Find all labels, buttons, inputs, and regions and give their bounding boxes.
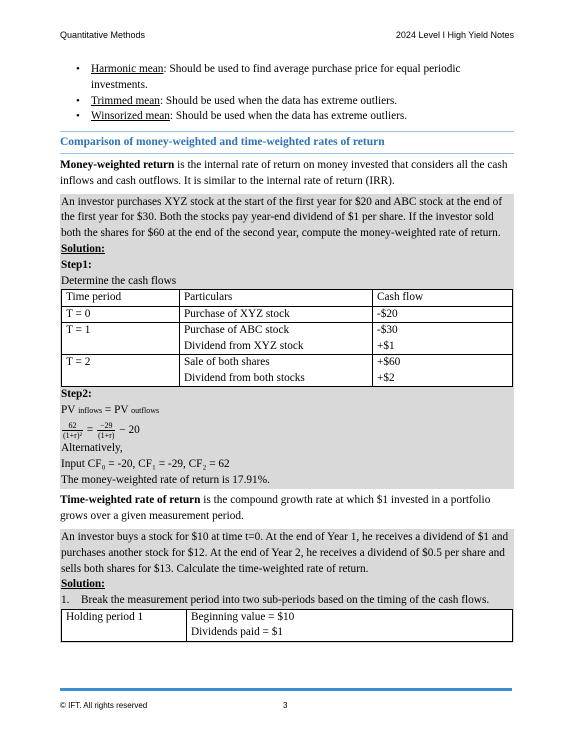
- mean-bullet-list: [60, 62, 514, 125]
- fraction-numerator: 62: [62, 421, 83, 431]
- pv-outflows-sub: outflows: [131, 406, 160, 416]
- bullet-icon: •: [76, 94, 80, 107]
- page-footer: [60, 701, 512, 715]
- example1-question: An investor purchases XYZ stock at the start of the first year for $20 and ABC stock at the end of the first year for $30. Both the stocks pay year-end dividend of $1 per share. If the investor sold both the shares for $60 at the end of the second year, compute the money-weighted rate of return.: [61, 195, 503, 240]
- beginning-value: Beginning value = $10: [191, 610, 295, 623]
- cash-flow-cell: [373, 323, 513, 355]
- alternatively-text: Alternatively,: [61, 441, 123, 454]
- fraction-numerator: −29: [97, 421, 116, 431]
- input-cf-text: Input CF₀ = -20, CF₁ = -29, CF₂ = 62: [61, 457, 230, 470]
- particulars-cell: [180, 355, 373, 387]
- table-row: [62, 323, 513, 355]
- bullet-text: : Should be used when the data has extreme outliers.: [159, 94, 398, 107]
- cash-flow: +$1: [377, 339, 395, 352]
- bullet-text: : Should be used to find average purchase price for equal periodic investments.: [91, 63, 461, 91]
- particular: Purchase of ABC stock: [184, 324, 290, 337]
- section-heading: Comparison of money-weighted and time-weighted rates of return: [60, 131, 514, 154]
- cash-flow-cell: [373, 306, 513, 323]
- footer-divider: [60, 688, 512, 691]
- holding-period-table: [61, 609, 513, 642]
- pv-text: PV: [61, 404, 76, 417]
- period-cell: T = 0: [62, 306, 180, 323]
- step1-label: Step1:: [61, 258, 92, 271]
- dividends-paid: Dividends paid = $1: [191, 626, 284, 639]
- header-title: 2024 Level I High Yield Notes: [395, 30, 514, 40]
- table-row: [62, 355, 513, 387]
- mwr-conclusion: The money-weighted rate of return is 17.91%.: [61, 473, 270, 486]
- particular: Dividend from XYZ stock: [184, 339, 304, 352]
- equals-sign: =: [86, 423, 94, 436]
- bullet-text: : Should be used when the data has extreme outliers.: [169, 110, 408, 123]
- particulars-cell: [180, 306, 373, 323]
- irr-equation: [61, 419, 512, 441]
- holding-period-label: Holding period 1: [62, 609, 187, 641]
- cash-flow: +$2: [377, 371, 395, 384]
- cash-flow: -$30: [377, 324, 398, 337]
- step1-text: Determine the cash flows: [61, 274, 177, 287]
- mwr-term: Money-weighted return: [60, 158, 175, 171]
- table-header-cell: Cash flow: [373, 290, 513, 307]
- particular: Purchase of XYZ stock: [184, 307, 290, 320]
- bullet-term: Trimmed mean: [91, 94, 160, 107]
- fraction: [97, 421, 116, 440]
- bullet-icon: •: [76, 110, 80, 123]
- table-header-cell: Time period: [62, 290, 180, 307]
- table-header-row: [62, 290, 513, 307]
- period-cell: T = 2: [62, 355, 180, 387]
- mwr-definition: [60, 158, 514, 190]
- twr-example-box: [60, 529, 514, 643]
- particular: Sale of both shares: [184, 356, 270, 369]
- bullet-icon: •: [76, 63, 80, 75]
- twr-term: Time-weighted rate of return: [60, 494, 201, 507]
- holding-period-values: [187, 609, 513, 641]
- step-text: Break the measurement period into two sub-periods based on the timing of the cash flows.: [81, 594, 490, 607]
- equation-tail: − 20: [119, 423, 140, 436]
- pv-equation: [61, 403, 512, 419]
- bullet-harmonic-mean: [60, 62, 514, 94]
- pv-inflows-sub: inflows: [78, 406, 103, 416]
- step2-label: Step2:: [61, 388, 92, 401]
- period-cell: T = 1: [62, 323, 180, 355]
- fraction-denominator: (1+r)²: [63, 430, 82, 440]
- cash-flow: +$60: [377, 356, 401, 369]
- particulars-cell: [180, 323, 373, 355]
- header-subject: Quantitative Methods: [60, 30, 146, 40]
- bullet-trimmed-mean: [60, 94, 514, 110]
- cash-flow-table: [61, 289, 513, 387]
- bullet-term: Harmonic mean: [91, 63, 164, 75]
- table-row: [62, 306, 513, 323]
- page-content: [60, 62, 514, 643]
- pv-eq-text: = PV: [102, 404, 129, 417]
- cash-flow-cell: [373, 355, 513, 387]
- solution-label: Solution:: [61, 578, 105, 591]
- bullet-term: Winsorized mean: [91, 110, 170, 123]
- fraction-denominator: (1+r): [97, 430, 115, 440]
- step-number: 1.: [61, 594, 70, 607]
- copyright-text: © IFT. All rights reserved: [60, 701, 148, 710]
- solution-label: Solution:: [61, 242, 105, 255]
- mwr-text: is the internal rate of return on money invested that considers all the cash inflows and cash outflows. It is similar to the internal rate of return (IRR).: [60, 158, 508, 187]
- mwr-example-box: [60, 194, 514, 490]
- example2-question: An investor buys a stock for $10 at time t=0. At the end of Year 1, he receives a dividend of $1 and purchases another stock for $12. At the end of Year 2, he receives a dividend of $0.5 per share and sells both shares for $13. Calculate the time-weighted rate of return.: [61, 530, 509, 575]
- bullet-winsorized-mean: [60, 109, 514, 125]
- table-row: [62, 609, 513, 641]
- page-header: [60, 30, 514, 44]
- twr-text: is the compound growth rate at which $1 invested in a portfolio grows over a given measurement period.: [60, 494, 491, 523]
- step-list-item: [61, 593, 512, 609]
- twr-definition: [60, 493, 514, 525]
- fraction: [62, 421, 83, 440]
- page-number: 3: [283, 701, 288, 710]
- table-header-cell: Particulars: [180, 290, 373, 307]
- cash-flow: -$20: [377, 307, 398, 320]
- particular: Dividend from both stocks: [184, 371, 305, 384]
